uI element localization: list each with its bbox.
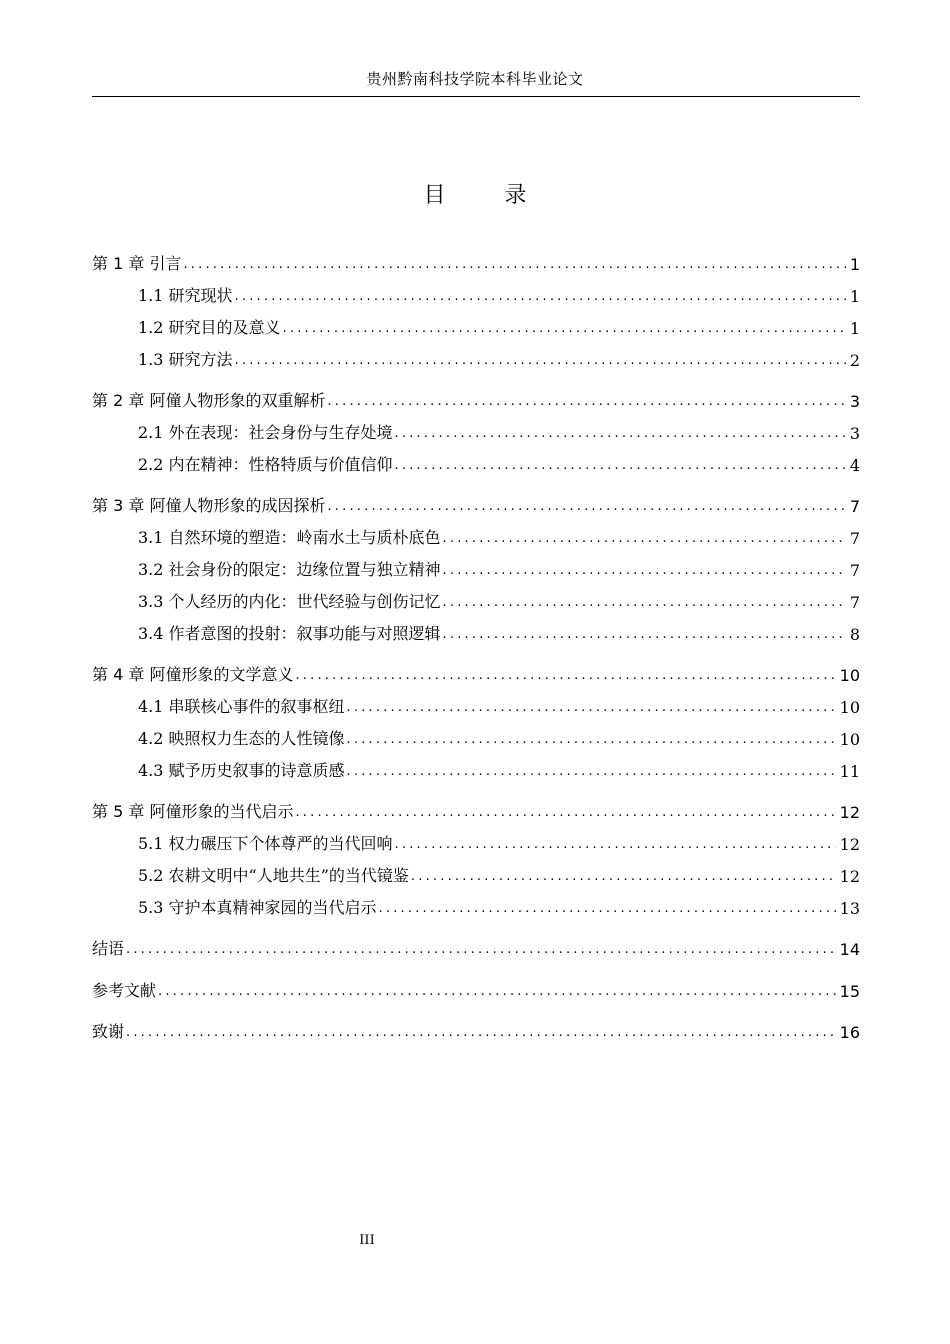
- dot-leader: [347, 732, 836, 749]
- toc-entry-chapter[interactable]: [92, 929, 860, 959]
- toc-entry-section[interactable]: [92, 582, 860, 612]
- toc-entry-label: 2.2 内在精神：性格特质与价值信仰: [138, 455, 393, 474]
- toc-entry-page: 7: [849, 529, 860, 548]
- dot-leader: [235, 353, 846, 370]
- toc-entry-page: 10: [839, 666, 860, 685]
- dot-leader: [395, 458, 846, 475]
- toc-entry-label: 第 4 章 阿僮形象的文学意义: [92, 665, 294, 684]
- toc-entry-chapter[interactable]: [92, 1012, 860, 1042]
- toc-entry-label: 第 5 章 阿僮形象的当代启示: [92, 802, 294, 821]
- toc-entry-page: 16: [839, 1023, 860, 1042]
- toc-entry-label: 致谢: [92, 1022, 125, 1041]
- toc-entry-chapter[interactable]: [92, 381, 860, 411]
- dot-leader: [183, 257, 845, 274]
- toc-entry-page: 13: [839, 899, 860, 918]
- toc-entry-label: 3.3 个人经历的内化：世代经验与创伤记忆: [138, 592, 441, 611]
- dot-leader: [283, 321, 846, 338]
- toc-entry-label: 1.2 研究目的及意义: [138, 318, 281, 337]
- dot-leader: [327, 394, 845, 411]
- toc-entry-label: 4.2 映照权力生态的人性镜像: [138, 729, 345, 748]
- dot-leader: [443, 595, 846, 612]
- dot-leader: [443, 627, 846, 644]
- toc-entry-page: 7: [849, 593, 860, 612]
- header-rule: [92, 96, 860, 97]
- toc-entry-page: 1: [849, 255, 860, 274]
- toc-entry-label: 4.1 串联核心事件的叙事枢纽: [138, 697, 345, 716]
- dot-leader: [379, 901, 836, 918]
- dot-leader: [443, 531, 846, 548]
- toc-entry-label: 1.3 研究方法: [138, 350, 233, 369]
- toc-entry-page: 1: [849, 287, 860, 306]
- toc-entry-section[interactable]: [92, 751, 860, 781]
- toc-entry-label: 5.2 农耕文明中“人地共生”的当代镜鉴: [138, 866, 409, 885]
- dot-leader: [347, 700, 836, 717]
- toc-entry-page: 7: [849, 561, 860, 580]
- dot-leader: [327, 499, 845, 516]
- dot-leader: [126, 1025, 836, 1042]
- toc-entry-section[interactable]: [92, 824, 860, 854]
- dot-leader: [347, 764, 836, 781]
- toc-entry-label: 5.3 守护本真精神家园的当代启示: [138, 898, 377, 917]
- toc-entry-section[interactable]: [92, 719, 860, 749]
- dot-leader: [295, 668, 835, 685]
- toc-entry-label: 参考文献: [92, 981, 157, 1000]
- toc-entry-page: 1: [849, 319, 860, 338]
- toc-entry-label: 2.1 外在表现：社会身份与生存处境: [138, 423, 393, 442]
- dot-leader: [158, 984, 836, 1001]
- dot-leader: [295, 805, 835, 822]
- toc-entry-page: 14: [839, 940, 860, 959]
- toc-entry-page: 12: [839, 835, 860, 854]
- toc-entry-section[interactable]: [92, 276, 860, 306]
- toc-entry-section[interactable]: [92, 687, 860, 717]
- toc-entry-chapter[interactable]: [92, 244, 860, 274]
- toc-entry-section[interactable]: [92, 413, 860, 443]
- dot-leader: [411, 869, 836, 886]
- toc-entry-chapter[interactable]: [92, 486, 860, 516]
- toc-entry-page: 12: [839, 867, 860, 886]
- toc-entry-page: 3: [849, 424, 860, 443]
- toc-entry-label: 3.4 作者意图的投射：叙事功能与对照逻辑: [138, 624, 441, 643]
- dot-leader: [395, 426, 846, 443]
- toc-entry-label: 5.1 权力碾压下个体尊严的当代回响: [138, 834, 393, 853]
- toc-entry-section[interactable]: [92, 856, 860, 886]
- toc-entry-section[interactable]: [92, 308, 860, 338]
- toc-entry-label: 结语: [92, 939, 125, 958]
- toc-entry-section[interactable]: [92, 445, 860, 475]
- toc-entry-label: 1.1 研究现状: [138, 286, 233, 305]
- toc-entry-chapter[interactable]: [92, 655, 860, 685]
- dot-leader: [395, 837, 836, 854]
- toc-entry-page: 10: [839, 698, 860, 717]
- toc-entry-page: 12: [839, 803, 860, 822]
- toc-entry-label: 3.2 社会身份的限定：边缘位置与独立精神: [138, 560, 441, 579]
- toc-entry-chapter[interactable]: [92, 792, 860, 822]
- toc-entry-section[interactable]: [92, 614, 860, 644]
- toc-entry-section[interactable]: [92, 550, 860, 580]
- dot-leader: [443, 563, 846, 580]
- toc-entry-label: 3.1 自然环境的塑造：岭南水土与质朴底色: [138, 528, 441, 547]
- toc-entry-page: 2: [849, 351, 860, 370]
- toc-entry-page: 8: [849, 625, 860, 644]
- page-header: 贵州黔南科技学院本科毕业论文: [366, 70, 584, 88]
- toc-entry-label: 第 1 章 引言: [92, 254, 182, 273]
- toc-entry-page: 4: [849, 456, 860, 475]
- toc-entry-page: 3: [849, 392, 860, 411]
- toc-entry-label: 第 2 章 阿僮人物形象的双重解析: [92, 391, 326, 410]
- toc-entry-page: 7: [849, 497, 860, 516]
- dot-leader: [235, 289, 846, 306]
- toc-entry-section[interactable]: [92, 340, 860, 370]
- toc-entry-section[interactable]: [92, 518, 860, 548]
- dot-leader: [126, 942, 836, 959]
- toc-entry-chapter[interactable]: [92, 971, 860, 1001]
- toc-title: 目 录: [423, 183, 553, 208]
- toc-entry-page: 15: [839, 982, 860, 1001]
- toc-entry-section[interactable]: [92, 888, 860, 918]
- toc-entry-label: 第 3 章 阿僮人物形象的成因探析: [92, 496, 326, 515]
- toc-entry-page: 10: [839, 730, 860, 749]
- toc-entry-label: 4.3 赋予历史叙事的诗意质感: [138, 761, 345, 780]
- toc-entry-page: 11: [839, 762, 860, 781]
- page-number: III: [359, 1233, 375, 1248]
